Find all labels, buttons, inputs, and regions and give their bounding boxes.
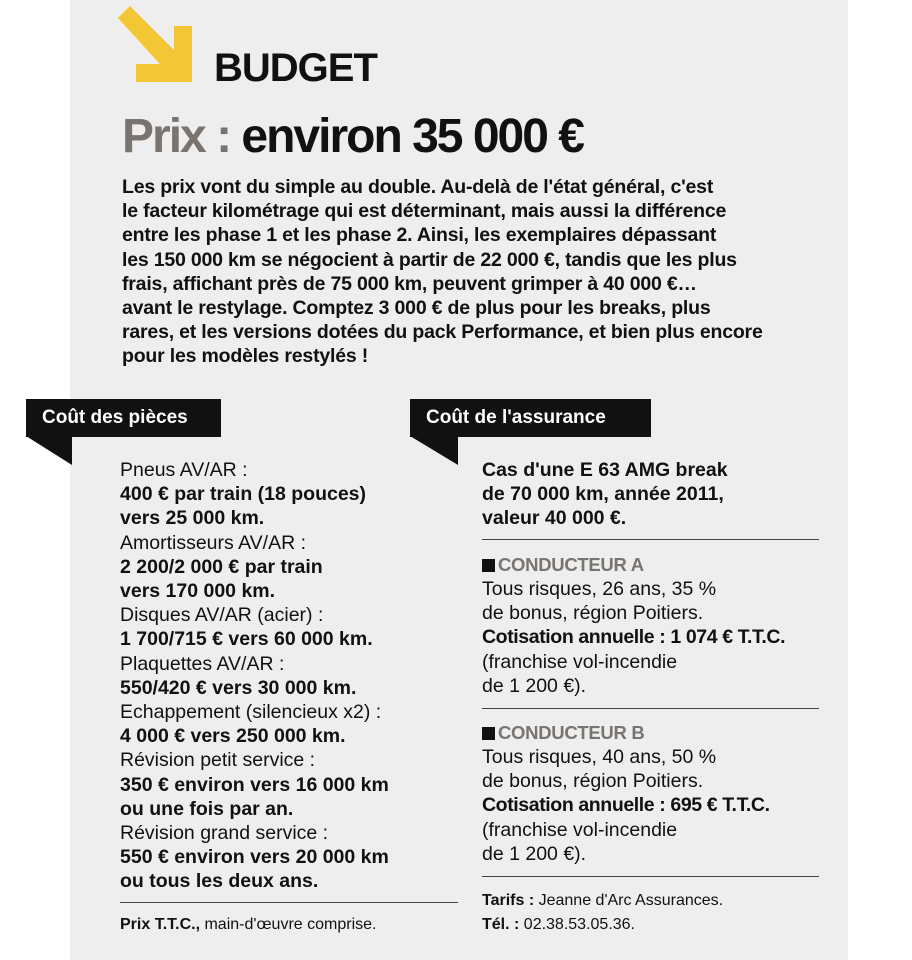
tarifs-value: Jeanne d'Arc Assurances.: [534, 892, 724, 909]
part-label: Disques AV/AR (acier) :: [120, 604, 324, 627]
part-value: vers 170 000 km.: [120, 580, 276, 603]
part-value: 550/420 € vers 30 000 km.: [120, 676, 357, 699]
driver-b-premium: Cotisation annuelle : 695 € T.T.C.: [482, 794, 770, 817]
square-bullet-icon: [482, 727, 495, 740]
intro-paragraph: [122, 175, 832, 369]
driver-note: (franchise vol-incendie: [482, 650, 678, 673]
parts-list: [120, 458, 450, 894]
case-line: de 70 000 km, année 2011,: [482, 483, 724, 506]
driver-b-heading-text: CONDUCTEUR B: [498, 721, 645, 743]
case-line: valeur 40 000 €.: [482, 507, 627, 530]
part-item: [120, 652, 450, 700]
part-item: [120, 603, 450, 651]
part-value: ou une fois par an.: [120, 797, 294, 820]
part-value: 4 000 € vers 250 000 km.: [120, 725, 346, 748]
insurance-tab: Coût de l'assurance: [410, 399, 651, 437]
part-item: [120, 531, 450, 604]
parts-footer-bold: Prix T.T.C.,: [120, 916, 201, 933]
insurance-case: [482, 458, 827, 531]
intro-line: frais, affichant près de 75 000 km, peuvent grimper à 40 000 €…: [122, 272, 697, 295]
part-label: Pneus AV/AR :: [120, 459, 248, 481]
driver-line: de bonus, région Poitiers.: [482, 602, 704, 625]
parts-footer: [120, 913, 376, 937]
arrow-down-right-icon: [118, 6, 198, 86]
intro-line: Les prix vont du simple au double. Au-delà de l'état général, c'est: [122, 176, 714, 198]
case-line: Cas d'une E 63 AMG break: [482, 459, 728, 481]
price-headline: [122, 108, 583, 166]
driver-line: de bonus, région Poitiers.: [482, 770, 704, 793]
insurance-divider: [482, 539, 819, 540]
driver-note: (franchise vol-incendie: [482, 818, 678, 841]
intro-line: le facteur kilométrage qui est déterminant, mais aussi la différence: [122, 200, 727, 223]
driver-note: de 1 200 €).: [482, 842, 587, 865]
tarifs-label: Tarifs :: [482, 892, 535, 909]
section-title: BUDGET: [214, 46, 377, 90]
intro-line: entre les phase 1 et les phase 2. Ainsi, les exemplaires dépassant: [122, 224, 717, 247]
part-item: [120, 748, 450, 821]
part-label: Révision petit service :: [120, 749, 316, 772]
intro-line: rares, et les versions dotées du pack Performance, et bien plus encore: [122, 321, 763, 344]
price-label: Prix :: [122, 110, 231, 163]
intro-line: avant le restylage. Comptez 3 000 € de plus pour les breaks, plus: [122, 297, 711, 320]
part-label: Plaquettes AV/AR :: [120, 652, 285, 675]
part-value: 400 € par train (18 pouces): [120, 483, 367, 506]
part-label: Amortisseurs AV/AR :: [120, 531, 307, 554]
driver-line: Tous risques, 26 ans, 35 %: [482, 578, 717, 600]
part-item: [120, 458, 450, 531]
part-value: 1 700/715 € vers 60 000 km.: [120, 628, 373, 651]
driver-note: de 1 200 €).: [482, 674, 587, 697]
part-value: 2 200/2 000 € par train: [120, 555, 323, 578]
driver-a-premium: Cotisation annuelle : 1 074 € T.T.C.: [482, 626, 786, 649]
part-label: Révision grand service :: [120, 822, 329, 845]
part-label: Echappement (silencieux x2) :: [120, 701, 382, 724]
square-bullet-icon: [482, 559, 495, 572]
part-item: [120, 700, 450, 748]
intro-line: pour les modèles restylés !: [122, 345, 369, 368]
driver-line: Tous risques, 40 ans, 50 %: [482, 746, 717, 768]
tel-label: Tél. :: [482, 916, 520, 933]
tel-value: 02.38.53.05.36.: [519, 916, 635, 933]
parts-tab: Coût des pièces: [26, 399, 221, 437]
part-value: ou tous les deux ans.: [120, 870, 319, 893]
parts-footer-text: main-d'œuvre comprise.: [200, 916, 377, 933]
driver-b-block: [482, 721, 827, 866]
driver-a-heading-text: CONDUCTEUR A: [498, 553, 644, 575]
intro-line: les 150 000 km se négocient à partir de 22 000 €, tandis que les plus: [122, 248, 737, 271]
price-value: environ 35 000 €: [241, 110, 583, 163]
part-value: 350 € environ vers 16 000 km: [120, 773, 389, 796]
part-item: [120, 821, 450, 894]
driver-a-block: [482, 553, 827, 698]
parts-divider: [120, 902, 458, 903]
part-value: vers 25 000 km.: [120, 507, 265, 530]
tarifs-line: [482, 889, 723, 913]
tel-line: [482, 913, 635, 937]
driver-b-heading: [482, 721, 827, 745]
parts-tab-tail: [26, 436, 74, 466]
insurance-divider: [482, 708, 819, 709]
driver-a-heading: [482, 553, 827, 577]
insurance-divider: [482, 876, 819, 877]
part-value: 550 € environ vers 20 000 km: [120, 846, 389, 869]
